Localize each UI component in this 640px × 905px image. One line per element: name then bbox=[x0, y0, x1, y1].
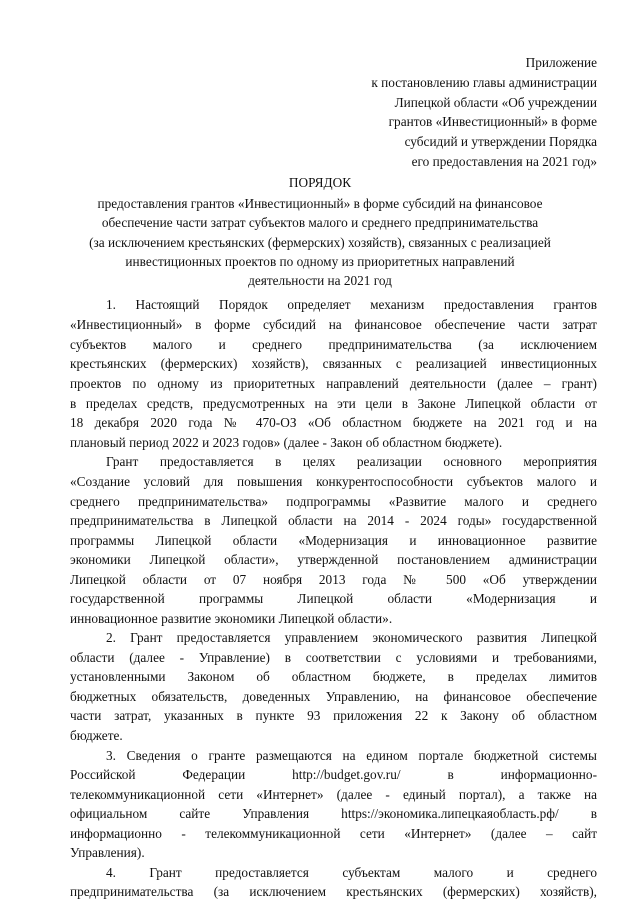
body-line: программы Липецкой области «Модернизация и инновационное развитие bbox=[70, 533, 597, 548]
appendix-line: Приложение bbox=[525, 55, 597, 70]
body-line: Липецкой области от 07 ноября 2013 года № 500 «Об утверждении bbox=[70, 572, 597, 587]
body-line: бюджетных обязательств, доведенных Управлению, на финансовое обеспечение bbox=[70, 689, 597, 704]
body-line: Управления). bbox=[70, 845, 145, 860]
body-line: 2. Грант предоставляется управлением экономического развития Липецкой bbox=[106, 630, 597, 645]
subtitle-line: инвестиционных проектов по одному из приоритетных направлений bbox=[125, 254, 515, 269]
body-line: в пределах средств, предусмотренных на эти цели в Законе Липецкой области от bbox=[70, 396, 597, 411]
body-line: «Инвестиционный» в форме субсидий на финансовое обеспечение части затрат bbox=[70, 317, 597, 332]
body-line: информационно - телекоммуникационной сети «Интернет» (далее – сайт bbox=[70, 826, 597, 841]
body-line: «Создание условий для повышения конкурентоспособности субъектов малого и bbox=[70, 474, 597, 489]
body-line: экономики Липецкой области», утвержденной постановлением администрации bbox=[70, 552, 597, 567]
body-line: государственной программы Липецкой области «Модернизация и bbox=[70, 591, 597, 606]
body-line: предпринимательства в Липецкой области на 2014 - 2024 годы» государственной bbox=[70, 513, 597, 528]
document-title: ПОРЯДОК bbox=[288, 175, 352, 190]
body-line: бюджете. bbox=[70, 728, 123, 743]
body-line: телекоммуникационной сети «Интернет» (далее - единый портал), а также на bbox=[70, 787, 597, 802]
appendix-line: к постановлению главы администрации bbox=[371, 75, 597, 90]
appendix-line: субсидий и утверждении Порядка bbox=[404, 134, 597, 149]
body-line: области (далее - Управление) в соответствии с условиями и требованиями, bbox=[70, 650, 597, 665]
appendix-line: грантов «Инвестиционный» в форме bbox=[388, 114, 597, 129]
body-line: Российской Федерации http://budget.gov.ru/ в информационно- bbox=[70, 767, 597, 782]
body-line: 4. Грант предоставляется субъектам малого и среднего bbox=[106, 865, 597, 880]
body-line: проектов по одному из приоритетных направлений деятельности (далее – грант) bbox=[70, 376, 597, 391]
body-line: официальном сайте Управления https://экономика.липецкаяобласть.рф/ в bbox=[70, 806, 597, 821]
subtitle-line: деятельности на 2021 год bbox=[248, 273, 392, 288]
subtitle-line: предоставления грантов «Инвестиционный» в форме субсидий на финансовое bbox=[97, 196, 543, 211]
body-line: 3. Сведения о гранте размещаются на едином портале бюджетной системы bbox=[106, 748, 597, 763]
body-line: установленными Законом об областном бюджете, в пределах лимитов bbox=[70, 669, 597, 684]
body-line: крестьянских (фермерских) хозяйств), связанных с реализацией инвестиционных bbox=[70, 356, 597, 371]
body-line: 1. Настоящий Порядок определяет механизм предоставления грантов bbox=[106, 297, 597, 312]
body-line: части затрат, указанных в пункте 93 приложения 22 к Закону об областном bbox=[70, 708, 597, 723]
body-line: среднего предпринимательства» подпрограммы «Развитие малого и среднего bbox=[70, 494, 597, 509]
body-line: инновационное развитие экономики Липецкой области». bbox=[70, 611, 393, 626]
subtitle-line: обеспечение части затрат субъектов малого и среднего предпринимательства bbox=[101, 215, 539, 230]
body-line: предпринимательства (за исключением крестьянских (фермерских) хозяйств), bbox=[70, 884, 597, 899]
appendix-line: Липецкой области «Об учреждении bbox=[394, 95, 597, 110]
body-line: 18 декабря 2020 года № 470-ОЗ «Об областном бюджете на 2021 год и на bbox=[70, 415, 597, 430]
subtitle-line: (за исключением крестьянских (фермерских) хозяйств), связанных с реализацией bbox=[89, 235, 551, 250]
body-line: Грант предоставляется в целях реализации основного мероприятия bbox=[106, 454, 597, 469]
body-line: субъектов малого и среднего предпринимательства (за исключением bbox=[70, 337, 597, 352]
body-line: плановый период 2022 и 2023 годов» (далее - Закон об областном бюджете). bbox=[70, 435, 503, 450]
appendix-line: его предоставления на 2021 год» bbox=[411, 154, 597, 169]
